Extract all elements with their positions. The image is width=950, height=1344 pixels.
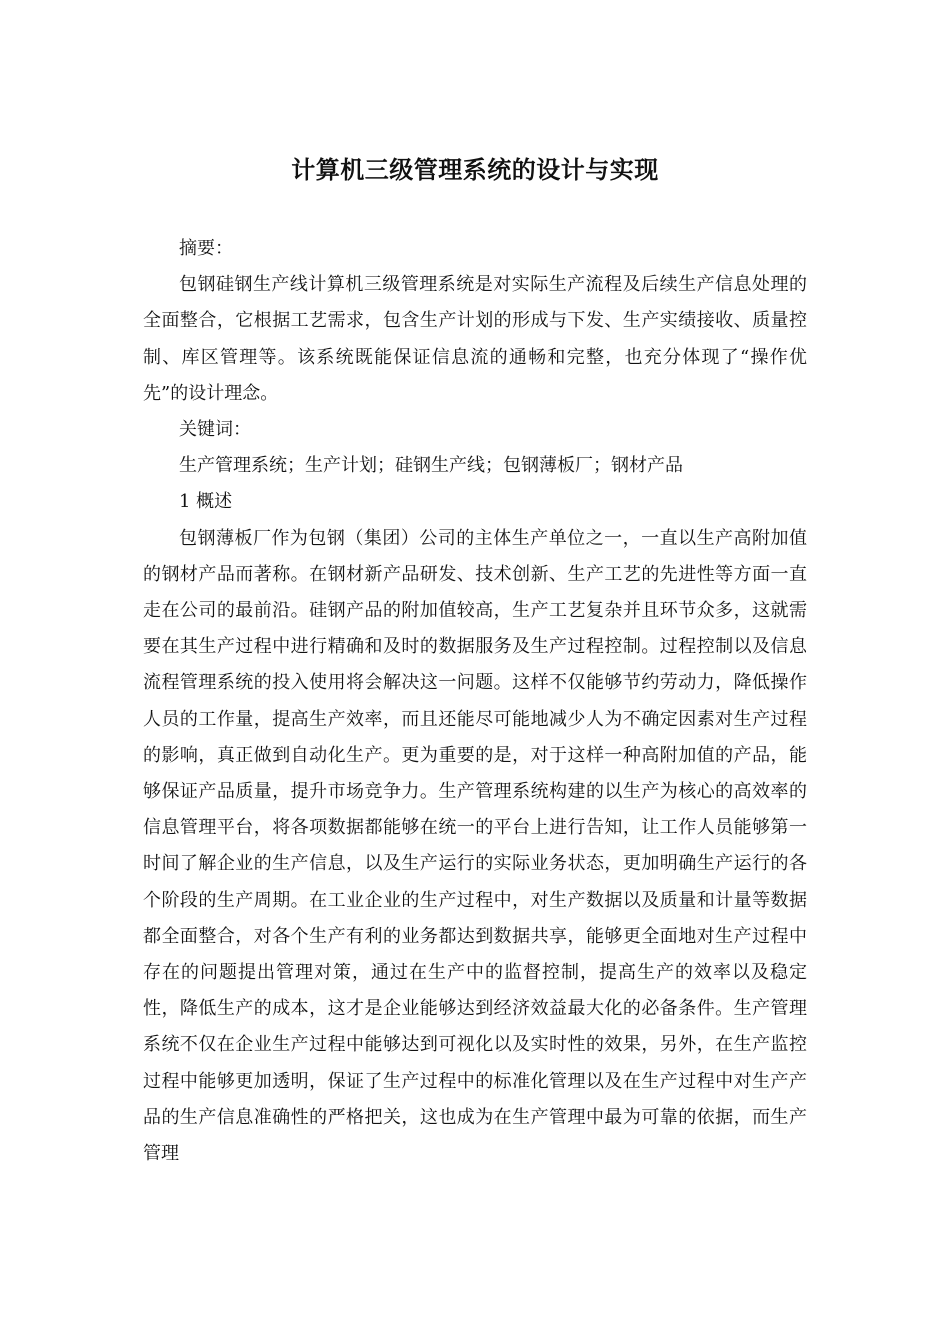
section-heading: 1 概述	[179, 491, 233, 513]
keywords-label: 关键词：	[179, 419, 251, 441]
abstract-text: 包钢硅钢生产线计算机三级管理系统是对实际生产流程及后续生产信息处理的全面整合，它根据工艺需求，包含生产计划的形成与下发、生产实绩接收、质量控制、库区管理等。该系统既能保证信息流的通畅和完整，也充分体现了“操作优先”的设计理念。	[143, 274, 807, 404]
document-body	[143, 231, 807, 1172]
keywords-text: 生产管理系统；生产计划；硅钢生产线；包钢薄板厂；钢材产品	[179, 455, 683, 477]
section-text: 包钢薄板厂作为包钢（集团）公司的主体生产单位之一，一直以生产高附加值的钢材产品而著称。在钢材新产品研发、技术创新、生产工艺的先进性等方面一直走在公司的最前沿。硅钢产品的附加值较高，生产工艺复杂并且环节众多，这就需要在其生产过程中进行精确和及时的数据服务及生产过程控制。过程控制以及信息流程管理系统的投入使用将会解决这一问题。这样不仅能够节约劳动力，降低操作人员的工作量，提高生产效率，而且还能尽可能地减少人为不确定因素对生产过程的影响，真正做到自动化生产。更为重要的是，对于这样一种高附加值的产品，能够保证产品质量，提升市场竞争力。生产管理系统构建的以生产为核心的高效率的信息管理平台，将各项数据都能够在统一的平台上进行告知，让工作人员能够第一时间了解企业的生产信息，以及生产运行的实际业务状态，更加明确生产运行的各个阶段的生产周期。在工业企业的生产过程中，对生产数据以及质量和计量等数据都全面整合，对各个生产有利的业务都达到数据共享，能够更全面地对生产过程中存在的问题提出管理对策，通过在生产中的监督控制，提高生产的效率以及稳定性，降低生产的成本，这才是企业能够达到经济效益最大化的必备条件。生产管理系统不仅在企业生产过程中能够达到可视化以及实时性的效果，另外，在生产监控过程中能够更加透明，保证了生产过程中的标准化管理以及在生产过程中对生产产品的生产信息准确性的严格把关，这也成为在生产管理中最为可靠的依据，而生产管理	[143, 527, 807, 1165]
document-title: 计算机三级管理系统的设计与实现	[291, 155, 659, 184]
abstract-label: 摘要：	[179, 238, 233, 259]
